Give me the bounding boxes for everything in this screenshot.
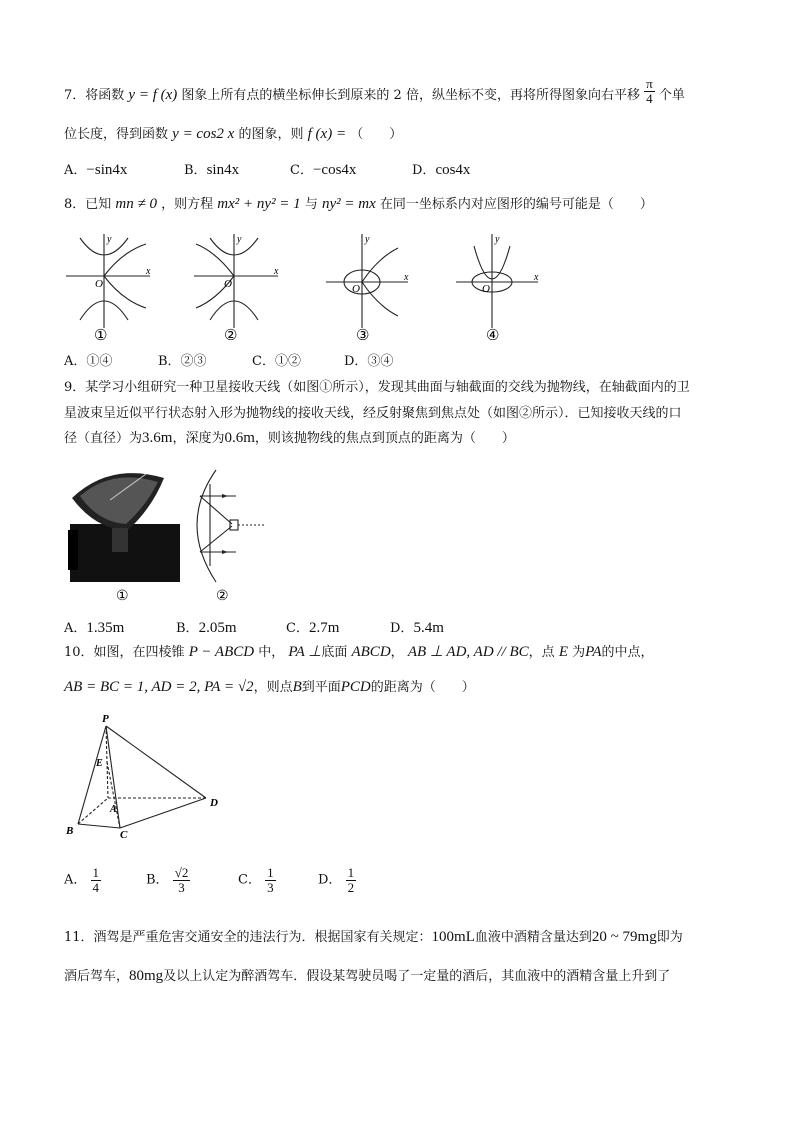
q9-line2: 星波束呈近似平行状态射入形为抛物线的接收天线，经反射聚焦到焦点处（如图②所示）．已知接收天线的口 bbox=[64, 406, 682, 421]
q10-vertex-a: A bbox=[110, 804, 117, 815]
q8-figure-label: ① bbox=[94, 328, 108, 344]
q11-line2: 酒后驾车，80mg及以上认定为醉酒驾车．假设某驾驶员喝了一定量的酒后，其血液中的酒精含量上升到了 bbox=[64, 968, 671, 984]
q9-option-c: C．2.7m bbox=[286, 620, 340, 636]
q8-origin-label: O bbox=[95, 278, 103, 290]
q9-figure-label: ② bbox=[216, 589, 229, 604]
q8-figure-label: ③ bbox=[356, 328, 370, 344]
q9-option-b: B．2.05m bbox=[176, 620, 237, 636]
q9-dish-photo bbox=[66, 468, 184, 604]
q10-option-a: A． $\frac{1}{4}$ bbox=[64, 865, 100, 895]
q9-figure-label: ① bbox=[116, 589, 129, 604]
q8-axis-y-label: y bbox=[495, 234, 500, 245]
q11-line1: 11．酒驾是严重危害交通安全的违法行为．根据国家有关规定：100mL血液中酒精含量达到20 ~ 79mg即为 bbox=[64, 929, 683, 945]
q8-option-a: A．①④ bbox=[64, 354, 113, 369]
q10-option-d: D． $\frac{1}{2}$ bbox=[318, 865, 355, 895]
q8-axis-y-label: y bbox=[107, 234, 112, 245]
q8-graph-1 bbox=[62, 232, 158, 344]
q8-axis-x-label: x bbox=[274, 266, 279, 277]
q8-axis-x-label: x bbox=[146, 266, 151, 277]
q8-option-c: C．①② bbox=[252, 354, 301, 369]
q10-vertex-d: D bbox=[210, 797, 218, 809]
q8-origin-label: O bbox=[482, 283, 490, 295]
q9-reflection-diagram bbox=[186, 468, 270, 604]
q9-option-a: A．1.35m bbox=[64, 620, 125, 636]
q8-axis-y-label: y bbox=[365, 234, 370, 245]
q8-option-b: B．②③ bbox=[158, 354, 207, 369]
q8-axis-y-label: y bbox=[237, 234, 242, 245]
q10-pyramid-diagram bbox=[62, 710, 232, 840]
q10-option-b: B． $\frac{√2}{3}$ bbox=[146, 865, 189, 895]
q8-axis-x-label: x bbox=[404, 272, 409, 283]
q9-option-d: D．5.4m bbox=[390, 620, 444, 636]
q7-line1: 7．将函数 y = f (x) 图象上所有点的横坐标伸长到原来的 2 倍，纵坐标不变，再将所得图象向右平移 $\frac{\pi}{4}$ 个单 bbox=[64, 76, 685, 106]
q8-graph-2 bbox=[190, 232, 286, 344]
q7-line2: 位长度，得到函数 y = cos2 x 的图象，则 f (x) = （ ） bbox=[64, 126, 403, 142]
q10-vertex-e: E bbox=[96, 758, 103, 769]
q9-line3: 径（直径）为3.6m，深度为0.6m，则该抛物线的焦点到顶点的距离为（ ） bbox=[64, 430, 515, 446]
q8-stem: 8．已知 mn ≠ 0 ，则方程 mx² + ny² = 1 与 ny² = mx 在同一坐标系内对应图形的编号可能是（ ） bbox=[64, 196, 653, 212]
q8-graph-3 bbox=[322, 232, 418, 344]
q7-option-d: D．cos4x bbox=[412, 162, 471, 178]
q8-origin-label: O bbox=[352, 283, 360, 295]
q9-line1: 9．某学习小组研究一种卫星接收天线（如图①所示），发现其曲面与轴截面的交线为抛物线，在轴截面内的卫 bbox=[64, 380, 690, 395]
q7-option-a: A．−sin4x bbox=[64, 162, 128, 178]
q10-line1: 10．如图，在四棱锥 P − ABCD 中， PA ⊥底面 ABCD， AB ⊥ AD, AD // BC，点 E 为PA的中点， bbox=[64, 644, 654, 660]
q10-line2: AB = BC = 1, AD = 2, PA = √2，则点B到平面PCD的距离为（ ） bbox=[64, 679, 475, 695]
q10-vertex-c: C bbox=[120, 829, 128, 840]
q7-option-b: B．sin4x bbox=[184, 162, 240, 178]
q8-figure-label: ④ bbox=[486, 328, 500, 344]
q7-option-c: C．−cos4x bbox=[290, 162, 357, 178]
q8-option-d: D．③④ bbox=[344, 354, 394, 369]
q8-axis-x-label: x bbox=[534, 272, 539, 283]
q8-graph-4 bbox=[452, 232, 548, 344]
q10-vertex-b: B bbox=[66, 825, 74, 837]
q8-figure-label: ② bbox=[224, 328, 238, 344]
q10-vertex-p: P bbox=[102, 713, 109, 725]
q8-origin-label: O bbox=[224, 278, 232, 290]
q10-option-c: C． $\frac{1}{3}$ bbox=[238, 865, 274, 895]
q7-fraction: $\frac{\pi}{4}$ bbox=[646, 76, 653, 106]
